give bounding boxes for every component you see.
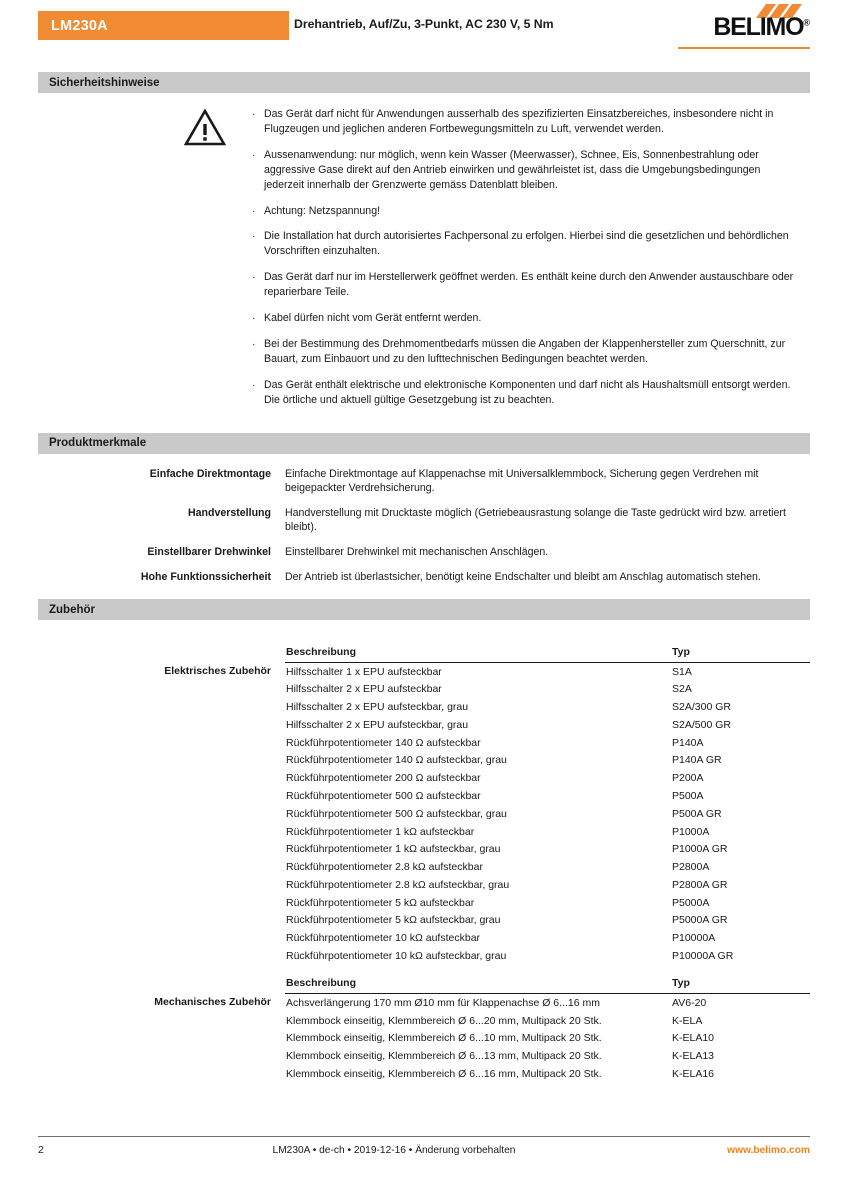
section-header-accessories xyxy=(38,599,810,620)
row-label-empty xyxy=(38,717,285,735)
table-header-row xyxy=(38,638,810,663)
group-label-mechanical: Mechanisches Zubehör xyxy=(154,996,271,1009)
table-row xyxy=(38,734,810,752)
cell-description: Klemmbock einseitig, Klemmbereich Ø 6...10 mm, Multipack 20 Stk. xyxy=(286,1032,602,1045)
list-item-text: Die Installation hat durch autorisiertes Fachpersonal zu erfolgen. Hierbei sind die gesetzlichen und behördlichen Vorschriften einzuhalten. xyxy=(264,230,789,258)
table-row xyxy=(38,841,810,859)
row-label-empty xyxy=(38,1030,285,1048)
cell-description: Hilfsschalter 2 x EPU aufsteckbar, grau xyxy=(286,718,469,731)
cell-type: P1000A GR xyxy=(672,843,728,856)
list-item-text: Das Gerät enthält elektrische und elektronische Komponenten und darf nicht als Haushaltsmüll entsorgt werden. Die örtliche und aktuell gültige Gesetzgebung ist zu beachten. xyxy=(264,378,791,406)
column-header-description: Beschreibung xyxy=(285,638,670,663)
list-item xyxy=(252,229,802,259)
feature-label: Handverstellung xyxy=(187,506,271,519)
cell-description: Hilfsschalter 2 x EPU aufsteckbar, grau xyxy=(286,701,469,714)
row-label-empty xyxy=(38,1066,285,1084)
row-label-empty xyxy=(38,734,285,752)
table-row xyxy=(38,994,810,1012)
cell-type: K-ELA10 xyxy=(672,1032,715,1045)
table-row xyxy=(38,663,810,681)
cell-type: S2A/500 GR xyxy=(672,718,731,731)
table-row xyxy=(38,1012,810,1030)
row-label-empty xyxy=(38,894,285,912)
warning-triangle-icon xyxy=(184,109,226,147)
row-label-empty xyxy=(38,877,285,895)
bullet-marker: · xyxy=(252,271,256,284)
page-number: 2 xyxy=(38,1144,44,1156)
model-label: LM230A xyxy=(51,17,108,34)
feature-row xyxy=(38,570,810,585)
group-label-electrical: Elektrisches Zubehör xyxy=(164,665,271,678)
cell-type: K-ELA xyxy=(672,1014,703,1027)
row-label-empty xyxy=(38,752,285,770)
row-label-empty xyxy=(38,823,285,841)
list-item xyxy=(252,311,802,326)
feature-label: Einstellbarer Drehwinkel xyxy=(147,545,271,558)
cell-description: Rückführpotentiometer 10 kΩ aufsteckbar xyxy=(286,932,481,945)
page-footer xyxy=(38,1136,810,1156)
table-row xyxy=(38,1030,810,1048)
column-header-description: Beschreibung xyxy=(285,965,670,994)
list-item-text: Kabel dürfen nicht vom Gerät entfernt werden. xyxy=(264,312,482,325)
table-row xyxy=(38,894,810,912)
cell-type: P500A GR xyxy=(672,807,722,820)
footer-meta: LM230A • de-ch • 2019-12-16 • Änderung vorbehalten xyxy=(272,1145,516,1156)
cell-description: Rückführpotentiometer 1 kΩ aufsteckbar xyxy=(286,825,475,838)
bullet-marker: · xyxy=(252,337,256,350)
row-label-empty xyxy=(38,788,285,806)
feature-row xyxy=(38,545,810,560)
cell-description: Rückführpotentiometer 2.8 kΩ aufsteckbar xyxy=(286,861,483,874)
column-header-type: Typ xyxy=(670,638,810,663)
logo-registered-mark: ® xyxy=(803,17,810,28)
cell-description: Achsverlängerung 170 mm Ø10 mm für Klappenachse Ø 6...16 mm xyxy=(286,996,600,1009)
list-item xyxy=(252,204,802,219)
warning-icon-column xyxy=(38,107,252,419)
row-label-empty xyxy=(38,1048,285,1066)
belimo-logo xyxy=(678,4,810,52)
feature-description: Einfache Direktmontage auf Klappenachse mit Universalklemmbock, Sicherung gegen Verdrehen mit beigepackter Verdrehsicherung. xyxy=(285,467,759,495)
table-row xyxy=(38,930,810,948)
cell-type: P2800A GR xyxy=(672,878,728,891)
cell-type: P140A GR xyxy=(672,754,722,767)
table-row xyxy=(38,805,810,823)
list-item xyxy=(252,337,802,367)
table-row xyxy=(38,681,810,699)
cell-type: P140A xyxy=(672,736,704,749)
cell-type: P500A xyxy=(672,790,704,803)
logo-text: BELIMO xyxy=(713,13,804,41)
bullet-marker: · xyxy=(252,230,256,243)
cell-type: P200A xyxy=(672,772,704,785)
cell-description: Klemmbock einseitig, Klemmbereich Ø 6...13 mm, Multipack 20 Stk. xyxy=(286,1050,602,1063)
list-item xyxy=(252,378,802,408)
cell-description: Rückführpotentiometer 500 Ω aufsteckbar xyxy=(286,790,481,803)
cell-description: Rückführpotentiometer 2.8 kΩ aufsteckbar, grau xyxy=(286,878,510,891)
section-title-accessories: Zubehör xyxy=(49,603,95,616)
list-item-text: Bei der Bestimmung des Drehmomentbedarfs müssen die Angaben der Klappenhersteller zum Querschnitt, zur Bauart, zum Einbauort und zu den lufttechnischen Bedingungen beachtet werden. xyxy=(264,337,786,365)
list-item-text: Das Gerät darf nicht für Anwendungen ausserhalb des spezifizierten Einsatzbereiches, insbesondere nicht in Flugzeugen und jeglichen anderen Fortbewegungsmitteln zu Luft, verwendet werden. xyxy=(264,108,774,135)
row-label-empty xyxy=(38,805,285,823)
bullet-marker: · xyxy=(252,312,256,325)
cell-type: S2A xyxy=(672,683,692,696)
section-title-safety: Sicherheitshinweise xyxy=(49,76,160,89)
table-row xyxy=(38,770,810,788)
feature-label: Einfache Direktmontage xyxy=(149,467,271,480)
footer-website-link[interactable]: www.belimo.com xyxy=(727,1145,810,1156)
cell-description: Klemmbock einseitig, Klemmbereich Ø 6...16 mm, Multipack 20 Stk. xyxy=(286,1067,602,1080)
table-row xyxy=(38,717,810,735)
list-item-text: Achtung: Netzspannung! xyxy=(264,204,381,217)
list-item xyxy=(252,148,802,193)
feature-label: Hohe Funktionssicherheit xyxy=(140,570,271,583)
cell-description: Rückführpotentiometer 200 Ω aufsteckbar xyxy=(286,772,481,785)
logo-wordmark xyxy=(713,15,810,40)
cell-type: P1000A xyxy=(672,825,710,838)
cell-description: Rückführpotentiometer 5 kΩ aufsteckbar xyxy=(286,896,475,909)
list-item-text: Das Gerät darf nur im Herstellerwerk geöffnet werden. Es enthält keine durch den Anwender austauschbare oder reparierbare Teile. xyxy=(264,271,794,299)
feature-row xyxy=(38,467,810,496)
list-item xyxy=(252,107,802,137)
row-label-empty xyxy=(38,770,285,788)
table-header-spacer xyxy=(38,638,285,663)
row-label-empty xyxy=(38,1012,285,1030)
cell-description: Rückführpotentiometer 10 kΩ aufsteckbar, grau xyxy=(286,950,507,963)
table-header-row xyxy=(38,965,810,994)
bullet-marker: · xyxy=(252,378,256,391)
row-label-empty xyxy=(38,930,285,948)
cell-description: Rückführpotentiometer 500 Ω aufsteckbar, grau xyxy=(286,807,507,820)
list-item xyxy=(252,270,802,300)
column-header-type: Typ xyxy=(670,965,810,994)
cell-type: P10000A xyxy=(672,932,716,945)
cell-description: Rückführpotentiometer 140 Ω aufsteckbar, grau xyxy=(286,754,507,767)
row-label-empty xyxy=(38,912,285,930)
safety-bullet-list xyxy=(252,107,810,419)
cell-type: S1A xyxy=(672,665,692,678)
table-row xyxy=(38,1048,810,1066)
row-label-empty xyxy=(38,948,285,966)
cell-description: Klemmbock einseitig, Klemmbereich Ø 6...20 mm, Multipack 20 Stk. xyxy=(286,1014,602,1027)
table-row xyxy=(38,912,810,930)
cell-type: P5000A GR xyxy=(672,914,728,927)
table-row xyxy=(38,752,810,770)
row-label-empty xyxy=(38,681,285,699)
table-row xyxy=(38,877,810,895)
cell-type: P5000A xyxy=(672,896,710,909)
cell-type: P2800A xyxy=(672,861,710,874)
accessories-table xyxy=(38,638,810,1083)
cell-type: K-ELA16 xyxy=(672,1067,715,1080)
features-list xyxy=(38,454,810,585)
cell-description: Rückführpotentiometer 1 kΩ aufsteckbar, grau xyxy=(286,843,501,856)
page-title: Drehantrieb, Auf/Zu, 3-Punkt, AC 230 V, 5 Nm xyxy=(294,17,554,31)
cell-type: K-ELA13 xyxy=(672,1050,715,1063)
table-row xyxy=(38,859,810,877)
table-row xyxy=(38,948,810,966)
table-row xyxy=(38,823,810,841)
model-badge xyxy=(38,11,289,40)
bullet-marker: · xyxy=(252,108,256,120)
feature-description: Der Antrieb ist überlastsicher, benötigt keine Endschalter und bleibt am Anschlag automatisch stehen. xyxy=(285,570,761,583)
cell-description: Rückführpotentiometer 140 Ω aufsteckbar xyxy=(286,736,481,749)
cell-type: S2A/300 GR xyxy=(672,701,731,714)
section-header-safety xyxy=(38,72,810,93)
list-item-text: Aussenanwendung: nur möglich, wenn kein Wasser (Meerwasser), Schnee, Eis, Sonnenbestrahlung oder aggressive Gase direkt auf den Antrieb einwirken und gewährleistet ist, dass die Umgebungsbedingungen jederzeit innerhalb der Grenzwerte gemäss Datenblatt bleiben. xyxy=(264,148,761,191)
safety-block xyxy=(38,93,810,419)
row-label-empty xyxy=(38,699,285,717)
table-row xyxy=(38,1066,810,1084)
table-row xyxy=(38,788,810,806)
cell-description: Hilfsschalter 2 x EPU aufsteckbar xyxy=(286,683,442,696)
logo-underline xyxy=(678,47,810,49)
bullet-marker: · xyxy=(252,204,256,217)
table-header-spacer xyxy=(38,965,285,994)
page-header xyxy=(38,0,810,72)
cell-type: P10000A GR xyxy=(672,950,734,963)
section-title-features: Produktmerkmale xyxy=(49,437,147,450)
feature-description: Handverstellung mit Drucktaste möglich (Getriebeausrastung solange die Taste gedrückt wird bzw. arretiert bleibt). xyxy=(285,506,786,534)
accessories-tables xyxy=(38,620,810,1083)
bullet-marker: · xyxy=(252,148,256,161)
cell-description: Hilfsschalter 1 x EPU aufsteckbar xyxy=(286,665,442,678)
feature-row xyxy=(38,506,810,535)
cell-type: AV6-20 xyxy=(672,996,707,1009)
feature-description: Einstellbarer Drehwinkel mit mechanischen Anschlägen. xyxy=(285,545,549,558)
row-label-empty xyxy=(38,859,285,877)
section-header-features xyxy=(38,433,810,454)
cell-description: Rückführpotentiometer 5 kΩ aufsteckbar, grau xyxy=(286,914,501,927)
row-label-empty xyxy=(38,841,285,859)
table-row xyxy=(38,699,810,717)
